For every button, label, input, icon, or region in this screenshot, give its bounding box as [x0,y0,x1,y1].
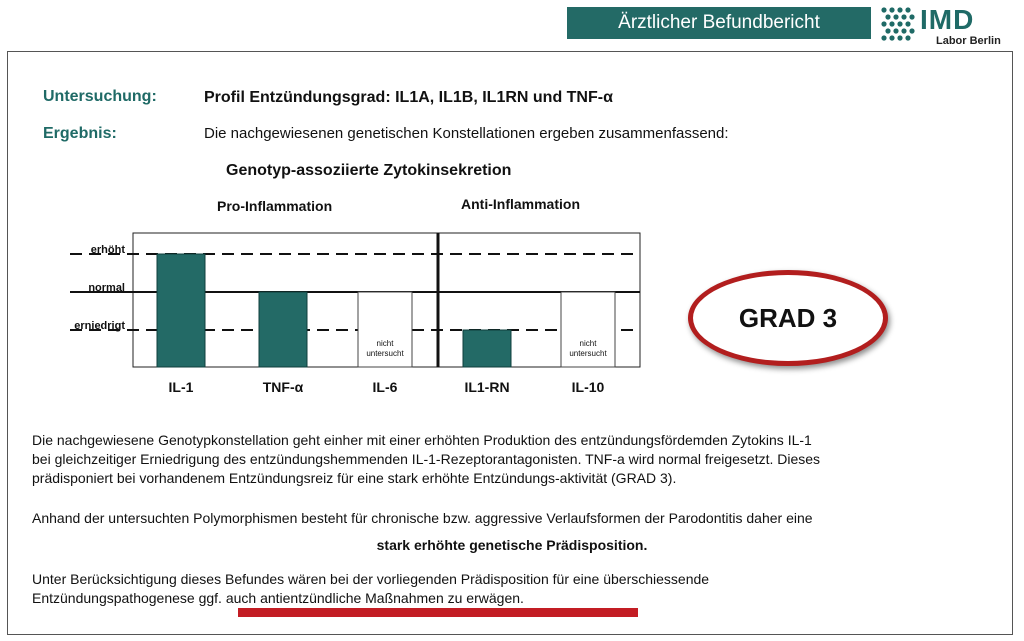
bar-TNF-α [259,292,307,367]
logo-name: IMD [920,4,975,35]
level-label: normal [88,282,125,294]
paragraph-3-line: Unter Berücksichtigung dieses Befundes wären bei der vorliegenden Prädisposition für eine überschiessende [32,571,710,587]
imd-logo [880,4,1020,48]
not-tested-label: untersucht [569,349,607,358]
paragraph-2-bold: stark erhöhte genetische Prädisposition. [376,537,648,553]
paragraph-1-line: bei gleichzeitiger Erniedrigung des entzündungshemmenden IL-1-Rezeptorantagonisten. TNF-a wird normal freigesetzt. Dieses [32,451,821,467]
paragraph-3-line: Entzündungspathogenese ggf. auch antientzündliche Maßnahmen zu erwägen. [32,590,524,606]
not-tested-label: nicht [579,339,597,348]
ergebnis-label: Ergebnis: [43,125,117,142]
category-label: IL-6 [372,379,398,395]
grade-text: GRAD 3 [738,302,838,333]
logo-subtitle: Labor Berlin [936,35,1001,47]
paragraph-3 [32,570,992,608]
group-label-pro: Pro-Inflammation [217,198,333,214]
dot-grid-icon [880,6,916,42]
category-label: TNF-α [262,379,304,395]
paragraph-1-line: prädisponiert bei vorhandenem Entzündungsreiz für eine stark erhöhte Entzündungs-aktivität (GRAD 3). [32,470,677,486]
bar-IL-1 [157,254,205,367]
paragraph-1-line: Die nachgewiesene Genotypkonstellation geht einher mit einer erhöhten Produktion des entzündungsfördemden Zytokins IL-1 [32,432,812,448]
grade-stamp [688,270,888,366]
level-label: erniedrigt [74,320,125,332]
category-label: IL-10 [571,379,605,395]
not-tested-label: untersucht [366,349,404,358]
report-title: Ärztlicher Befundbericht [567,7,871,39]
cytokine-chart [30,218,650,398]
category-label: IL1-RN [464,379,510,395]
chart-title: Genotyp-assoziierte Zytokinsekretion [226,162,512,179]
ergebnis-value: Die nachgewiesenen genetischen Konstellationen ergeben zusammenfassend: [204,125,729,142]
bar-IL1-RN [463,330,511,367]
untersuchung-label: Untersuchung: [43,88,157,105]
category-label: IL-1 [168,379,194,395]
group-label-anti: Anti-Inflammation [461,196,580,212]
not-tested-label: nicht [376,339,394,348]
paragraph-1 [32,431,992,488]
highlight-underline [238,608,638,617]
paragraph-2: Anhand der untersuchten Polymorphismen besteht für chronische bzw. aggressive Verlaufsformen der Parodontitis daher eine [32,510,813,526]
untersuchung-value: Profil Entzündungsgrad: IL1A, IL1B, IL1RN und TNF-α [204,89,613,106]
level-label: erhöht [90,244,125,256]
